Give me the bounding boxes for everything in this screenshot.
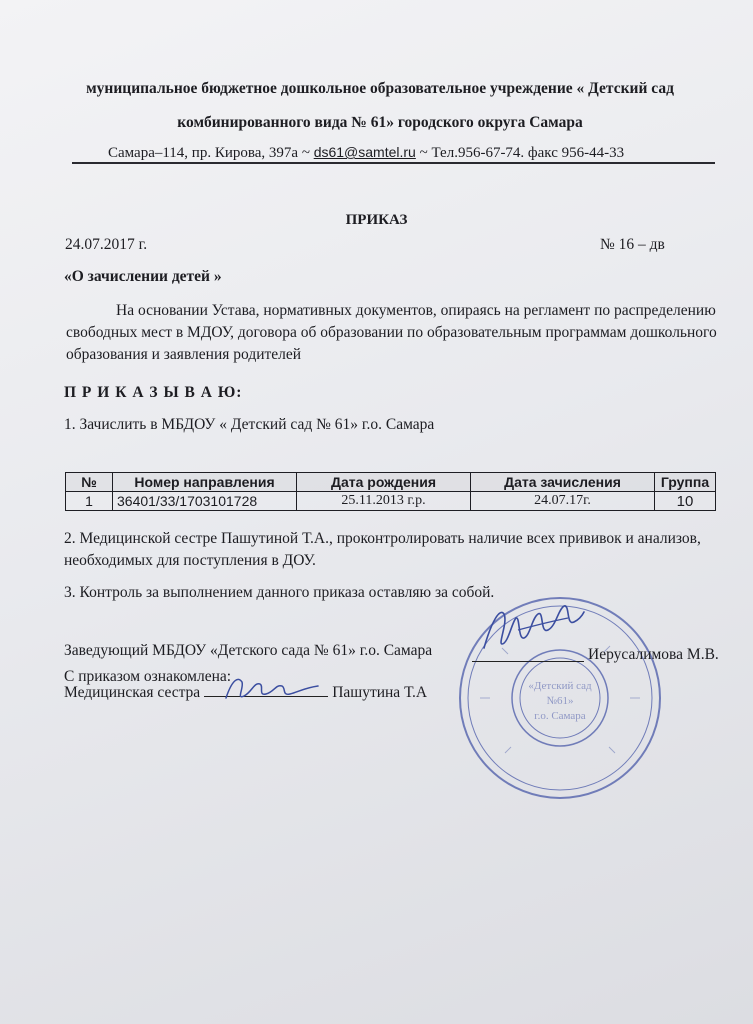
enrollment-table: [65, 472, 716, 511]
document-number: № 16 – дв: [600, 236, 665, 253]
document-date: 24.07.2017 г.: [65, 236, 148, 253]
col-group: Группа: [655, 473, 716, 492]
nurse-name: Пашутина Т.А: [332, 684, 428, 701]
col-referral: Номер направления: [113, 473, 297, 492]
table-header-row: [66, 473, 716, 492]
order-item-3: 3. Контроль за выполнением данного приказа оставляю за собой.: [64, 584, 495, 601]
org-name-line1: муниципальное бюджетное дошкольное образовательное учреждение « Детский сад: [86, 80, 674, 97]
cell-birthdate: 25.11.2013 г.р.: [297, 492, 471, 511]
cell-number: 1: [66, 492, 113, 511]
cell-enroll-date: 24.07.17г.: [471, 492, 655, 511]
stamp-text-1: «Детский сад: [528, 680, 592, 692]
head-name: Иерусалимова М.В.: [588, 646, 719, 663]
preamble: На основании Устава, нормативных документов, опираясь на регламент по распределению свободных мест в МДОУ, договора об образовании по образовательным программам дошкольного образования и заявления родителей: [66, 302, 717, 363]
col-enroll-date: Дата зачисления: [471, 473, 655, 492]
org-contacts: [108, 144, 624, 162]
header-divider: [72, 162, 715, 164]
nurse-label: Медицинская сестра: [64, 684, 201, 701]
order-item-1: 1. Зачислить в МБДОУ « Детский сад № 61» г.о. Самара: [64, 416, 435, 433]
document-subject: «О зачислении детей »: [64, 268, 222, 285]
col-number: №: [66, 473, 113, 492]
org-email: ds61@samtel.ru: [313, 144, 416, 160]
cell-group: 10: [655, 492, 716, 511]
org-phones: ~ Тел.956-67-74. факс 956-44-33: [415, 145, 625, 161]
document-title: ПРИКАЗ: [345, 212, 408, 228]
head-signature: [478, 600, 588, 664]
col-birthdate: Дата рождения: [297, 473, 471, 492]
nurse-signature: [218, 670, 328, 710]
order-item-2: 2. Медицинской сестре Пашутиной Т.А., проконтролировать наличие всех прививок и анализов, необходимых для поступления в ДОУ.: [64, 530, 701, 569]
cell-referral: 36401/33/1703101728: [113, 492, 297, 511]
stamp-text-2: №61»: [546, 695, 574, 707]
org-address: Самара–114, пр. Кирова, 397а ~: [108, 145, 314, 161]
table-row: [66, 492, 716, 511]
order-word: П Р И К А З Ы В А Ю:: [64, 384, 243, 401]
stamp-text-3: г.о. Самара: [534, 710, 586, 722]
acknowledged-label: С приказом ознакомлена:: [64, 668, 232, 685]
head-signature-label: Заведующий МБДОУ «Детского сада № 61» г.о. Самара: [64, 642, 433, 659]
org-name-line2: комбинированного вида № 61» городского округа Самара: [177, 114, 583, 131]
